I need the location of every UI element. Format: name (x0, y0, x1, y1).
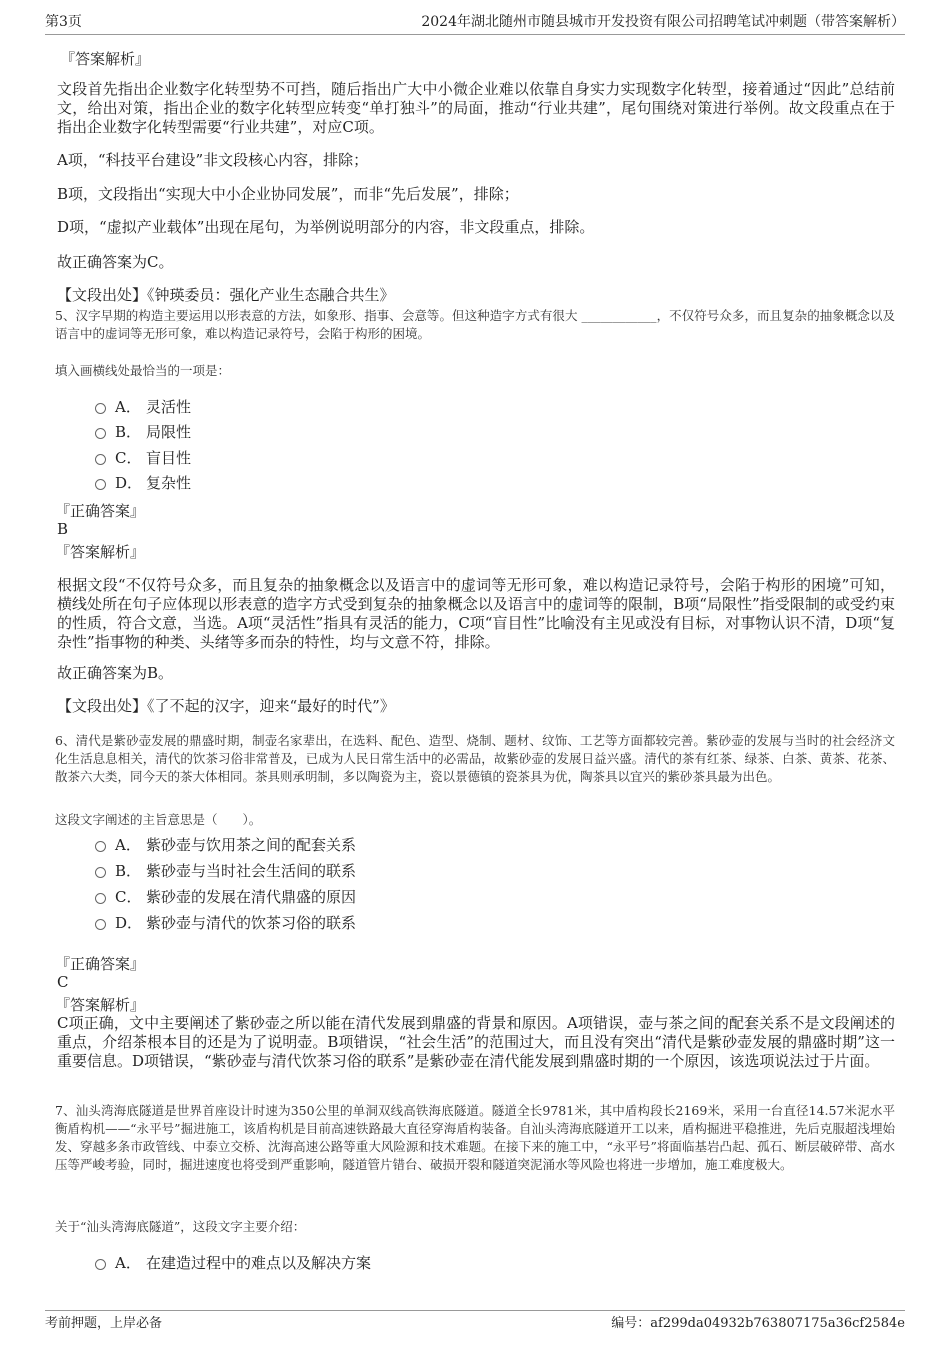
analysis-paragraph: 文段首先指出企业数字化转型势不可挡，随后指出广大中小微企业难以依靠自身实力实现数字化转型，接着通过“因此”总结前文，给出对策，指出企业的数字化转型应转变“单打独斗”的局面，推动“行业共建”，尾句围绕对策进行举例。故文段重点在于指出企业数字化转型需要“行业共建”，对应C项。 (57, 80, 895, 136)
option-text: 复杂性 (146, 474, 192, 492)
correct-answer-heading: 『正确答案』 (55, 502, 146, 520)
answer-analysis: 根据文段“不仅符号众多，而且复杂的抽象概念以及语言中的虚词等无形可象，难以构造记录符号，会陷于构形的困境”可知，横线处所在句子应体现以形表意的造字方式受到复杂的抽象概念以及语言中的虚词等的限制，B项“局限性”指受限制的或受约束的性质，符合文意，当选。A项“灵活性”指具有灵活的能力，C项“盲目性”比喻没有主见或没有目标，对事物认识不清，D项“复杂性”指事物的种类、头绪等多而杂的特性，均与文意不符，排除。 (57, 576, 895, 651)
option-text: 局限性 (146, 423, 192, 441)
question-7-prompt: 关于“汕头湾海底隧道”，这段文字主要介绍： (55, 1219, 306, 1234)
analysis-option-a: A项，“科技平台建设”非文段核心内容，排除； (57, 151, 369, 169)
question-5-prompt: 填入画横线处最恰当的一项是： (55, 363, 231, 378)
answer-analysis: C项正确，文中主要阐述了紫砂壶之所以能在清代发展到鼎盛的背景和原因。A项错误，壶与茶之间的配套关系不是文段阐述的重点，介绍茶根本目的还是为了说明壶。B项错误，“社会生活”的范围过大，而且没有突出“清代是紫砂壶发展的鼎盛时期”这一重要信息。D项错误，“紫砂壶与清代饮茶习俗的联系”是紫砂壶在清代能发展到鼎盛时期的一个原因，该选项说法过于片面。 (57, 1014, 895, 1070)
correct-answer: C (57, 973, 69, 991)
option-letter: D． (115, 474, 143, 492)
radio-icon[interactable] (95, 403, 106, 414)
option-letter: B． (115, 862, 142, 880)
radio-icon[interactable] (95, 867, 106, 878)
question-6-option-d[interactable] (95, 912, 356, 933)
option-letter: D． (115, 914, 143, 932)
option-letter: B． (115, 423, 142, 441)
page-number: 第3页 (45, 14, 82, 30)
question-5-option-c[interactable] (95, 447, 191, 468)
page-header (45, 12, 905, 35)
correct-answer-heading: 『正确答案』 (55, 955, 146, 973)
analysis-option-d: D项，“虚拟产业载体”出现在尾句，为举例说明部分的内容，非文段重点，排除。 (57, 218, 595, 236)
radio-icon[interactable] (95, 479, 106, 490)
radio-icon[interactable] (95, 454, 106, 465)
page-footer (45, 1310, 905, 1335)
question-6-option-c[interactable] (95, 886, 356, 907)
conclusion: 故正确答案为C。 (57, 253, 174, 271)
source-citation: 【文段出处】《钟瑛委员：强化产业生态融合共生》 (57, 286, 395, 304)
radio-icon[interactable] (95, 919, 106, 930)
radio-icon[interactable] (95, 841, 106, 852)
radio-icon[interactable] (95, 428, 106, 439)
question-7-option-a[interactable] (95, 1252, 371, 1273)
question-5-option-b[interactable] (95, 421, 191, 442)
document-id: 编号：af299da04932b763807175a36cf2584e (611, 1316, 905, 1331)
option-text: 紫砂壶的发展在清代鼎盛的原因 (146, 888, 357, 906)
document-title: 2024年湖北随州市随县城市开发投资有限公司招聘笔试冲刺题（带答案解析） (421, 14, 905, 30)
conclusion: 故正确答案为B。 (57, 664, 174, 682)
option-letter: C． (115, 888, 142, 906)
question-5-stem: 5、汉字早期的构造主要运用以形表意的方法，如象形、指事、会意等。但这种造字方式有很大 ____________，不仅符号众多，而且复杂的抽象概念以及语言中的虚词等无形可象，难以构造记录符号，会陷于构形的困境。 (55, 308, 895, 341)
question-6-prompt: 这段文字阐述的主旨意思是（ ）。 (55, 812, 262, 827)
option-letter: C． (115, 449, 142, 467)
footer-slogan: 考前押题，上岸必备 (45, 1316, 163, 1331)
source-citation: 【文段出处】《了不起的汉字，迎来“最好的时代”》 (57, 697, 395, 715)
option-letter: A． (115, 398, 141, 416)
question-6-stem: 6、清代是紫砂壶发展的鼎盛时期，制壶名家辈出，在选料、配色、造型、烧制、题材、纹饰、工艺等方面都较完善。紫砂壶的发展与当时的社会经济文化生活息息相关，清代的饮茶习俗非常普及，已成为人民日常生活中的必需品，故紫砂壶的发展日益兴盛。清代的茶有红茶、绿茶、白茶、黄茶、花茶、散茶六大类，同今天的茶大体相同。茶具则承明制，多以陶瓷为主，瓷以景德镇的瓷茶具为优，陶茶具以宜兴的紫砂茶具最为出色。 (55, 733, 895, 784)
radio-icon[interactable] (95, 893, 106, 904)
analysis-heading: 『答案解析』 (60, 50, 151, 68)
option-text: 紫砂壶与当时社会生活间的联系 (146, 862, 357, 880)
question-5-option-d[interactable] (95, 472, 191, 493)
question-5-option-a[interactable] (95, 396, 191, 417)
option-text: 灵活性 (146, 398, 192, 416)
analysis-option-b: B项，文段指出“实现大中小企业协同发展”，而非“先后发展”，排除； (57, 185, 519, 203)
question-6-option-b[interactable] (95, 860, 356, 881)
question-6-option-a[interactable] (95, 834, 356, 855)
question-7-stem: 7、汕头湾海底隧道是世界首座设计时速为350公里的单洞双线高铁海底隧道。隧道全长9781米，其中盾构段长2169米，采用一台直径14.57米泥水平衡盾构机——“永平号”掘进施工，该盾构机是目前高速铁路最大直径穿海盾构装备。自汕头湾海底隧道开工以来，盾构掘进平稳推进，先后克服超浅埋始发、穿越多条市政管线、中泰立交桥、沈海高速公路等重大风险源和技术难题。在接下来的施工中，“永平号”将面临基岩凸起、孤石、断层破碎带、高水压等严峻考验，同时，掘进速度也将受到严重影响，隧道管片错台、破损开裂和隧道突泥涌水等风险也将进一步增加，施工难度极大。 (55, 1103, 895, 1172)
option-text: 盲目性 (146, 449, 192, 467)
option-letter: A． (115, 1254, 141, 1272)
answer-analysis-heading: 『答案解析』 (55, 543, 146, 561)
option-text: 在建造过程中的难点以及解决方案 (146, 1254, 372, 1272)
answer-analysis-heading: 『答案解析』 (55, 996, 146, 1014)
correct-answer: B (57, 520, 69, 538)
option-text: 紫砂壶与饮用茶之间的配套关系 (146, 836, 357, 854)
option-text: 紫砂壶与清代的饮茶习俗的联系 (146, 914, 357, 932)
option-letter: A． (115, 836, 141, 854)
radio-icon[interactable] (95, 1259, 106, 1270)
